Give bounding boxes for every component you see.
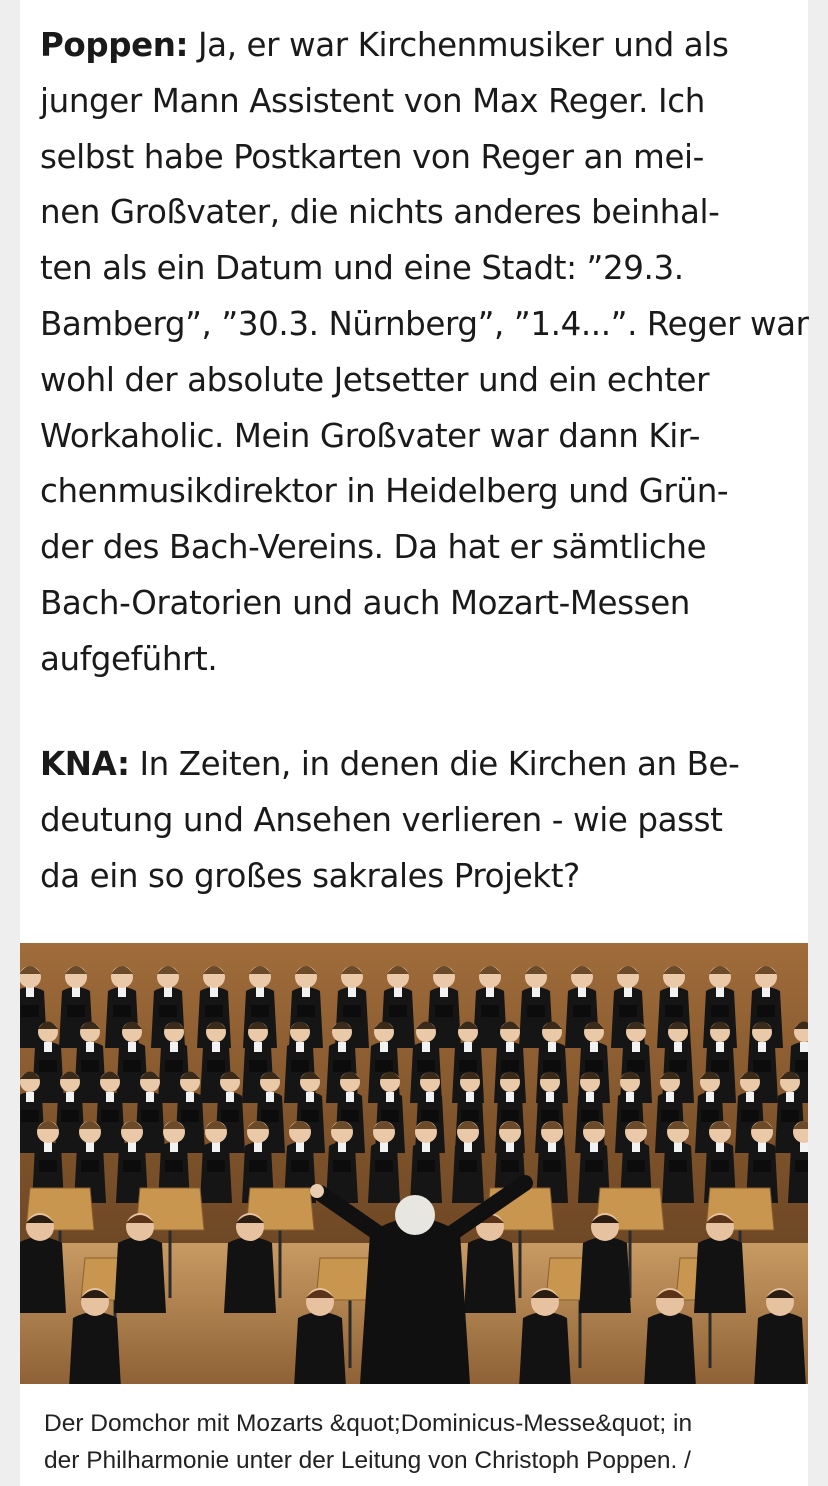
paragraph-line: da ein so großes sakrales Projekt?	[40, 856, 580, 895]
paragraph-line	[40, 737, 800, 793]
interview-answer-poppen	[40, 18, 809, 688]
paragraph-line: selbst habe Postkarten von Reger an mei-	[40, 137, 704, 176]
interview-question-kna	[40, 737, 800, 904]
article-photo[interactable]	[20, 943, 808, 1384]
paragraph-line: junger Mann Assistent von Max Reger. Ich	[40, 81, 705, 120]
paragraph-line: chenmusikdirektor in Heidelberg und Grün-	[40, 472, 729, 511]
caption-line: Der Domchor mit Mozarts &quot;Dominicus-Messe&quot; in	[44, 1410, 693, 1437]
paragraph-line: Bach-Oratorien und auch Mozart-Messen	[40, 583, 691, 622]
paragraph-line: ten als ein Datum und eine Stadt: ”29.3.	[40, 249, 684, 288]
paragraph-text: Ja, er war Kirchenmusiker und als	[188, 26, 729, 64]
speaker-label: Poppen:	[40, 26, 189, 64]
paragraph-line: Workaholic. Mein Großvater war dann Kir-	[40, 416, 701, 455]
paragraph-line	[40, 18, 800, 74]
paragraph-text: In Zeiten, in denen die Kirchen an Be-	[129, 745, 740, 783]
paragraph-line: der des Bach-Vereins. Da hat er sämtliche	[40, 528, 707, 567]
paragraph-line: nen Großvater, die nichts anderes beinhal-	[40, 193, 720, 232]
paragraph-line: Bamberg”, ”30.3. Nürnberg”, ”1.4...”. Reger war	[40, 304, 809, 343]
paragraph-line: deutung und Ansehen verlieren - wie passt	[40, 800, 723, 839]
caption-line: der Philharmonie unter der Leitung von Christoph Poppen. /	[44, 1447, 691, 1474]
paragraph-line: aufgeführt.	[40, 639, 218, 678]
photo-caption	[44, 1405, 796, 1479]
article-card	[20, 0, 808, 1486]
paragraph-line: wohl der absolute Jetsetter und ein echter	[40, 360, 710, 399]
concert-photo	[20, 943, 808, 1384]
speaker-label: KNA:	[40, 745, 130, 783]
